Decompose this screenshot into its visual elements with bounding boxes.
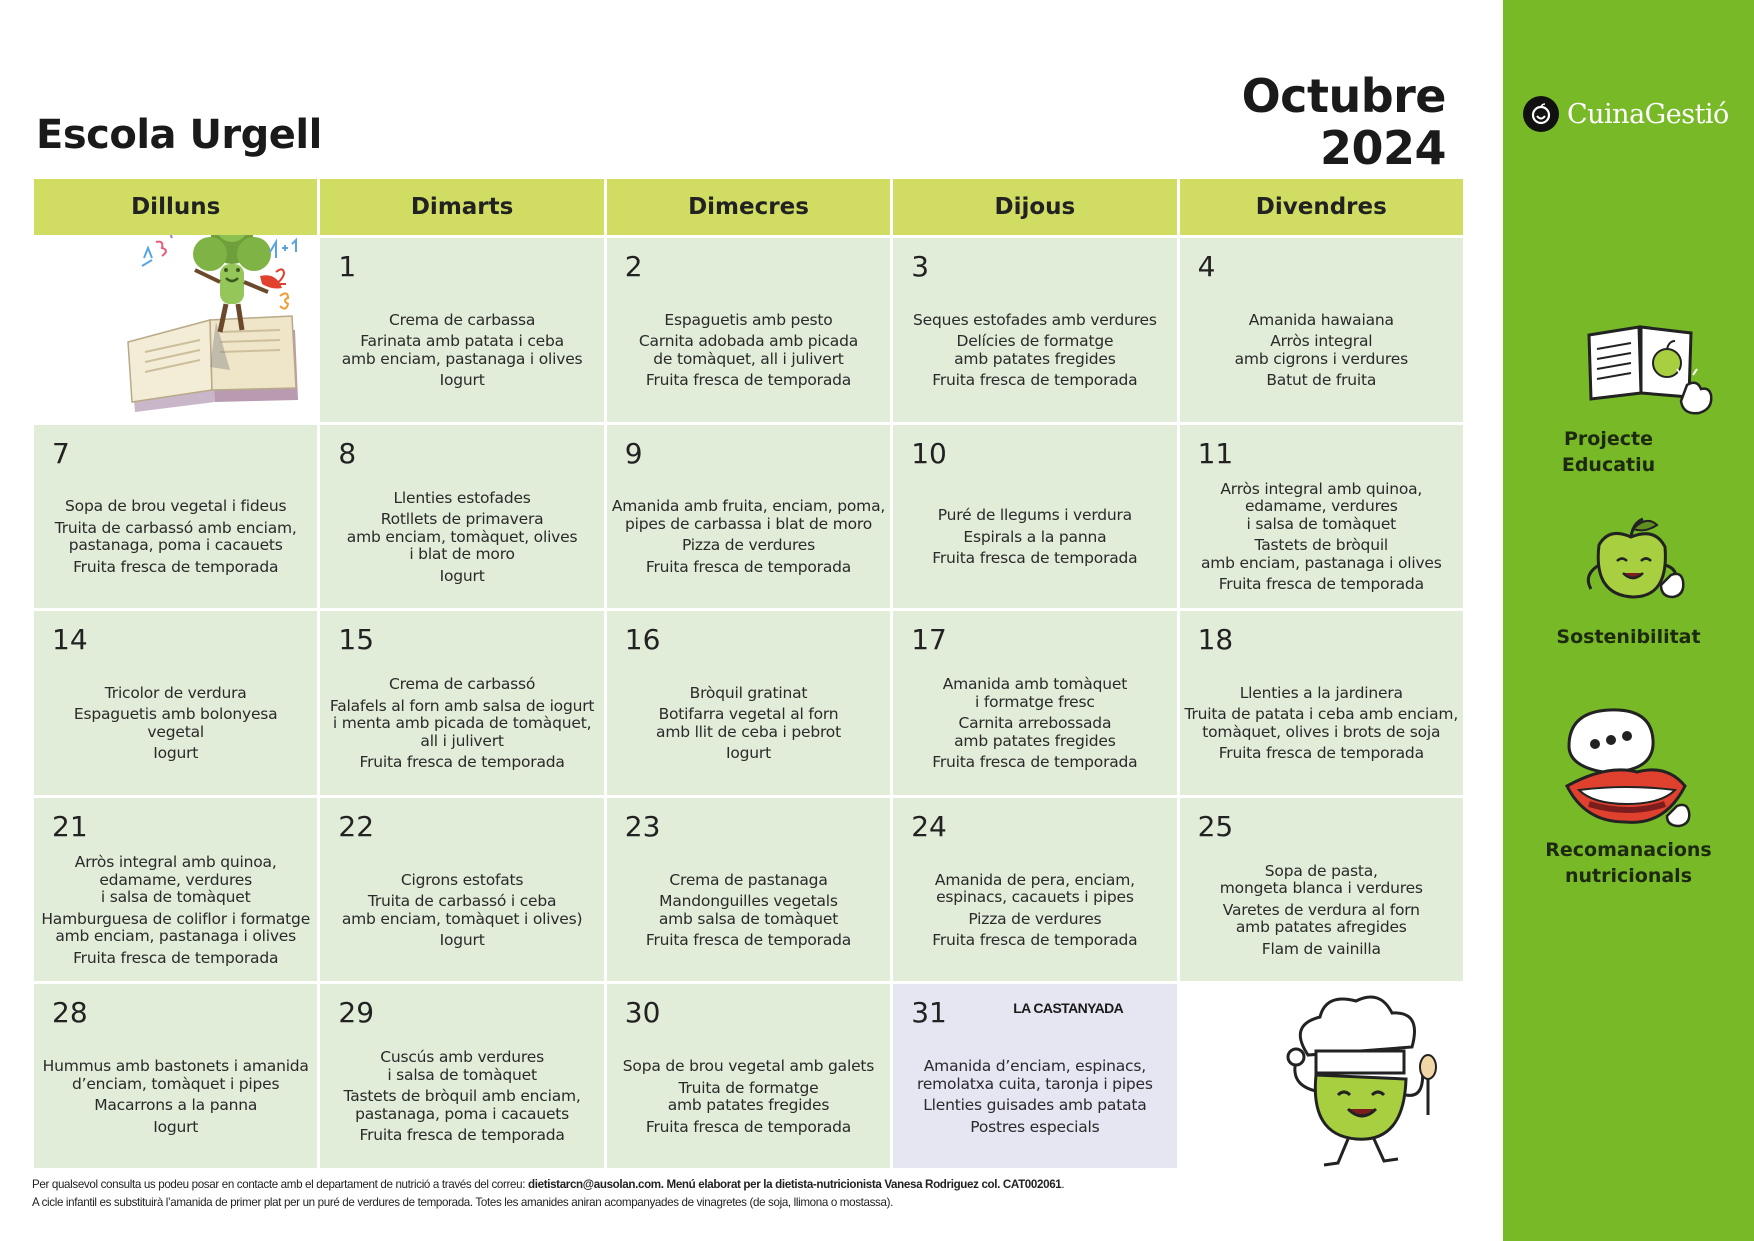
dish: Farinata amb patata i ceba amb enciam, pastanaga i olives	[341, 332, 583, 368]
day-number: 9	[624, 436, 643, 470]
day-number: 2	[624, 250, 643, 283]
footer-contact-text: Per qualsevol consulta us podeu posar en contacte amb el departament de nutrició a través del correu:	[32, 1178, 528, 1191]
day-number: 22	[338, 809, 375, 843]
dish: Postres especials	[970, 1117, 1100, 1136]
dish: Llenties a la jardinera	[1239, 683, 1403, 702]
broccoli-book-illustration	[120, 212, 310, 422]
day-number: 7	[52, 436, 70, 470]
day-cell	[34, 425, 317, 609]
day-number: 4	[1197, 250, 1216, 283]
dish: Cuscús amb verdures i salsa de tomàquet	[380, 1048, 544, 1084]
brand	[1523, 96, 1729, 132]
dish: Sopa de brou vegetal i fideus	[65, 497, 287, 516]
day-cell	[607, 238, 890, 422]
dish-list	[897, 1030, 1172, 1164]
dish: Amanida amb fruita, enciam, poma, pipes de carbassa i blat de moro	[611, 497, 886, 533]
day-cell	[893, 611, 1176, 795]
day-cell	[320, 611, 603, 795]
day-cell	[893, 238, 1176, 422]
dish: Fruita fresca de temporada	[932, 931, 1138, 950]
dish-list	[38, 844, 313, 978]
dish: Seques estofades amb verdures	[913, 310, 1157, 329]
dish-list	[897, 284, 1172, 418]
dish: Batut de fruita	[1266, 371, 1377, 390]
day-number: 15	[338, 623, 375, 657]
dish-list	[38, 1030, 313, 1164]
sostenibilitat-label: Sostenibilitat	[1556, 626, 1701, 648]
dish: Iogurt	[726, 744, 771, 763]
day-cell	[607, 984, 890, 1168]
dish: Amanida amb tomàquet i formatge fresc	[942, 675, 1128, 711]
dish-list	[38, 657, 313, 791]
dish: Tricolor de verdura	[104, 683, 247, 702]
dish: Amanida de pera, enciam, espinacs, cacauets i pipes	[934, 870, 1135, 907]
dish: Hamburguesa de coliflor i formatge amb enciam, pastanaga i olives	[41, 909, 311, 946]
day-number: 30	[624, 996, 661, 1030]
day-number: 25	[1197, 809, 1234, 843]
dish: Pizza de verdures	[681, 536, 815, 555]
footer-line-1	[32, 1176, 1492, 1194]
dish: Espaguetis amb bolonyesa vegetal	[73, 705, 278, 741]
projecte-educatiu-label: Projecte Educatiu	[1561, 428, 1656, 476]
contact-email[interactable]: dietistarcn@ausolan.com	[528, 1178, 661, 1191]
school-name: Escola Urgell	[36, 112, 322, 158]
dish: Iogurt	[439, 931, 485, 950]
footer-line-2: A cicle infantil es substituirà l’amanida de primer plat per un puré de verdures de temporada. Totes les amanides aniran acompanyades de vinagretes (de soja, llimona o mostassa).	[32, 1196, 893, 1209]
dish: Iogurt	[439, 566, 485, 585]
day-cell	[34, 798, 317, 982]
dish: Bròquil gratinat	[689, 683, 808, 702]
day-number: 1	[338, 250, 357, 283]
brand-name: CuinaGestió	[1567, 98, 1729, 130]
dish: Hummus amb bastonets i amanida d’enciam, tomàquet i pipes	[42, 1057, 309, 1093]
dish: Fruita fresca de temporada	[645, 1117, 852, 1136]
dish: Llenties guisades amb patata	[923, 1096, 1147, 1115]
weekday-header: Divendres	[1180, 179, 1463, 235]
dish: Carnita adobada amb picada de tomàquet, all i julivert	[638, 332, 859, 368]
weekday-header: Dilluns	[34, 179, 317, 235]
month-title	[1242, 70, 1446, 174]
dish: Arròs integral amb cigrons i verdures	[1234, 332, 1408, 368]
dish: Truita de carbassó i ceba amb enciam, tomàquet i olives)	[341, 892, 583, 928]
dish: Espaguetis amb pesto	[664, 310, 833, 329]
dish: Amanida hawaiana	[1248, 310, 1394, 329]
day-cell	[893, 425, 1176, 609]
day-cell	[893, 798, 1176, 982]
dish: Arròs integral amb quinoa, edamame, verdures i salsa de tomàquet	[1220, 479, 1423, 533]
dish: Rotllets de primavera amb enciam, tomàquet, olives i blat de moro	[346, 510, 578, 564]
dish-list	[897, 657, 1172, 791]
dish: Iogurt	[153, 1117, 199, 1136]
day-cell	[320, 798, 603, 982]
day-number: 29	[338, 996, 375, 1030]
day-cell	[320, 238, 603, 422]
month-name: Octubre	[1241, 69, 1446, 123]
brand-logo-icon	[1523, 96, 1559, 132]
apple-chef-illustration	[1268, 995, 1448, 1175]
dish: Iogurt	[439, 371, 485, 390]
dish-list	[611, 657, 886, 791]
weekday-header: Dijous	[893, 179, 1176, 235]
dish: Fruita fresca de temporada	[73, 557, 279, 576]
footer-period: .	[1061, 1178, 1065, 1191]
dish: Crema de pastanaga	[669, 870, 828, 889]
dish-list	[897, 844, 1172, 978]
day-cell	[1180, 611, 1463, 795]
recomanacions-nutricionals-link[interactable]	[1503, 700, 1754, 889]
day-cell	[34, 611, 317, 795]
dish-list	[324, 657, 599, 791]
day-number: 18	[1197, 623, 1234, 657]
dish: Truita de carbassó amb enciam, pastanaga, poma i cacauets	[54, 518, 297, 555]
day-cell	[893, 984, 1176, 1168]
dish: Fruita fresca de temporada	[932, 371, 1138, 390]
dish-list	[611, 844, 886, 978]
dish: Fruita fresca de temporada	[359, 753, 565, 772]
dish: Crema de carbassó	[389, 675, 536, 694]
dish: Varetes de verdura al forn amb patates afregides	[1222, 900, 1420, 937]
dish-list	[1184, 844, 1459, 978]
dish-list	[611, 1030, 886, 1164]
day-cell	[1180, 238, 1463, 422]
day-number: 14	[52, 623, 88, 657]
day-number: 16	[624, 623, 661, 657]
day-cell	[1180, 425, 1463, 609]
day-number: 3	[911, 250, 930, 283]
dish-list	[1184, 471, 1459, 605]
year: 2024	[1319, 121, 1446, 175]
dish: Botifarra vegetal al forn amb llit de ceba i pebrot	[656, 705, 841, 741]
dish: Puré de llegums i verdura	[937, 506, 1132, 525]
dish-list	[897, 471, 1172, 605]
dish-list	[324, 1030, 599, 1164]
dish: Fruita fresca de temporada	[73, 948, 279, 967]
day-number: 11	[1197, 436, 1234, 470]
dish: Fruita fresca de temporada	[359, 1126, 565, 1145]
sidebar	[1503, 0, 1754, 1241]
sostenibilitat-link[interactable]	[1503, 505, 1754, 650]
dish: Truita de patata i ceba amb enciam, tomàquet, olives i brots de soja	[1184, 705, 1459, 741]
dish-list	[611, 284, 886, 418]
dish-list	[324, 471, 599, 605]
day-cell	[320, 425, 603, 609]
day-number: 23	[624, 809, 661, 843]
day-cell	[607, 798, 890, 982]
dish-list	[38, 471, 313, 605]
event-label: LA CASTANYADA	[1013, 1000, 1124, 1017]
dish: Fruita fresca de temporada	[932, 753, 1138, 772]
dish: Espirals a la panna	[963, 527, 1107, 546]
day-cell	[34, 984, 317, 1168]
dish: Tastets de bròquil amb enciam, pastanaga i olives	[1200, 536, 1442, 572]
dish: Fruita fresca de temporada	[1218, 575, 1424, 594]
day-cell	[607, 611, 890, 795]
speech-mouth-icon	[1549, 700, 1709, 830]
dish: Cigrons estofats	[400, 870, 524, 889]
dish: Pizza de verdures	[968, 909, 1102, 928]
dish: Crema de carbassa	[388, 310, 536, 329]
dish: Fruita fresca de temporada	[1218, 744, 1424, 763]
dish: Delícies de formatge amb patates fregides	[954, 332, 1116, 368]
day-cell	[1180, 798, 1463, 982]
dish-list	[1184, 657, 1459, 791]
dish: Amanida d’enciam, espinacs, remolatxa cuita, taronja i pipes	[916, 1057, 1153, 1093]
weekday-header: Dimecres	[607, 179, 890, 235]
recomanacions-label: Recomanacions nutricionals	[1545, 839, 1712, 887]
weekday-header: Dimarts	[320, 179, 603, 235]
dish: Carnita arrebossada amb patates fregides	[954, 714, 1116, 750]
day-cell	[607, 425, 890, 609]
apple-mascot-icon	[1559, 505, 1699, 605]
dish: Fruita fresca de temporada	[645, 557, 852, 576]
dish: Fruita fresca de temporada	[932, 549, 1138, 568]
dish-list	[1184, 284, 1459, 418]
dish: Arròs integral amb quinoa, edamame, verdures i salsa de tomàquet	[74, 853, 277, 907]
dish: Sopa de pasta, mongeta blanca i verdures	[1219, 861, 1423, 898]
day-number: 17	[911, 623, 947, 657]
dish: Macarrons a la panna	[94, 1096, 258, 1115]
dish: Iogurt	[153, 744, 199, 763]
day-number: 24	[911, 809, 947, 843]
dish: Tastets de bròquil amb enciam, pastanaga, poma i cacauets	[343, 1087, 581, 1123]
dish: Falafels al forn amb salsa de iogurt i menta amb picada de tomàquet, all i julivert	[329, 696, 595, 750]
book-icon	[1569, 315, 1719, 415]
day-number: 21	[52, 809, 88, 843]
dish-list	[324, 844, 599, 978]
dish: Llenties estofades	[393, 488, 531, 507]
footer-notes	[32, 1176, 1492, 1212]
dish-list	[611, 471, 886, 605]
dish-list	[324, 284, 599, 418]
dietitian-credit: . Menú elaborat per la dietista-nutricionista Vanesa Rodriguez col. CAT002061	[660, 1178, 1062, 1191]
dish: Mandonguilles vegetals amb salsa de tomàquet	[658, 892, 839, 928]
day-number: 10	[911, 436, 947, 470]
projecte-educatiu-link[interactable]	[1503, 315, 1754, 478]
day-number: 28	[52, 996, 88, 1030]
day-number: 8	[338, 436, 357, 470]
dish: Sopa de brou vegetal amb galets	[622, 1057, 875, 1076]
dish: Fruita fresca de temporada	[645, 931, 852, 950]
dish: Flam de vainilla	[1261, 939, 1381, 958]
dish: Truita de formatge amb patates fregides	[667, 1078, 830, 1115]
dish: Fruita fresca de temporada	[645, 371, 852, 390]
day-number: 31	[911, 996, 947, 1030]
day-cell	[320, 984, 603, 1168]
